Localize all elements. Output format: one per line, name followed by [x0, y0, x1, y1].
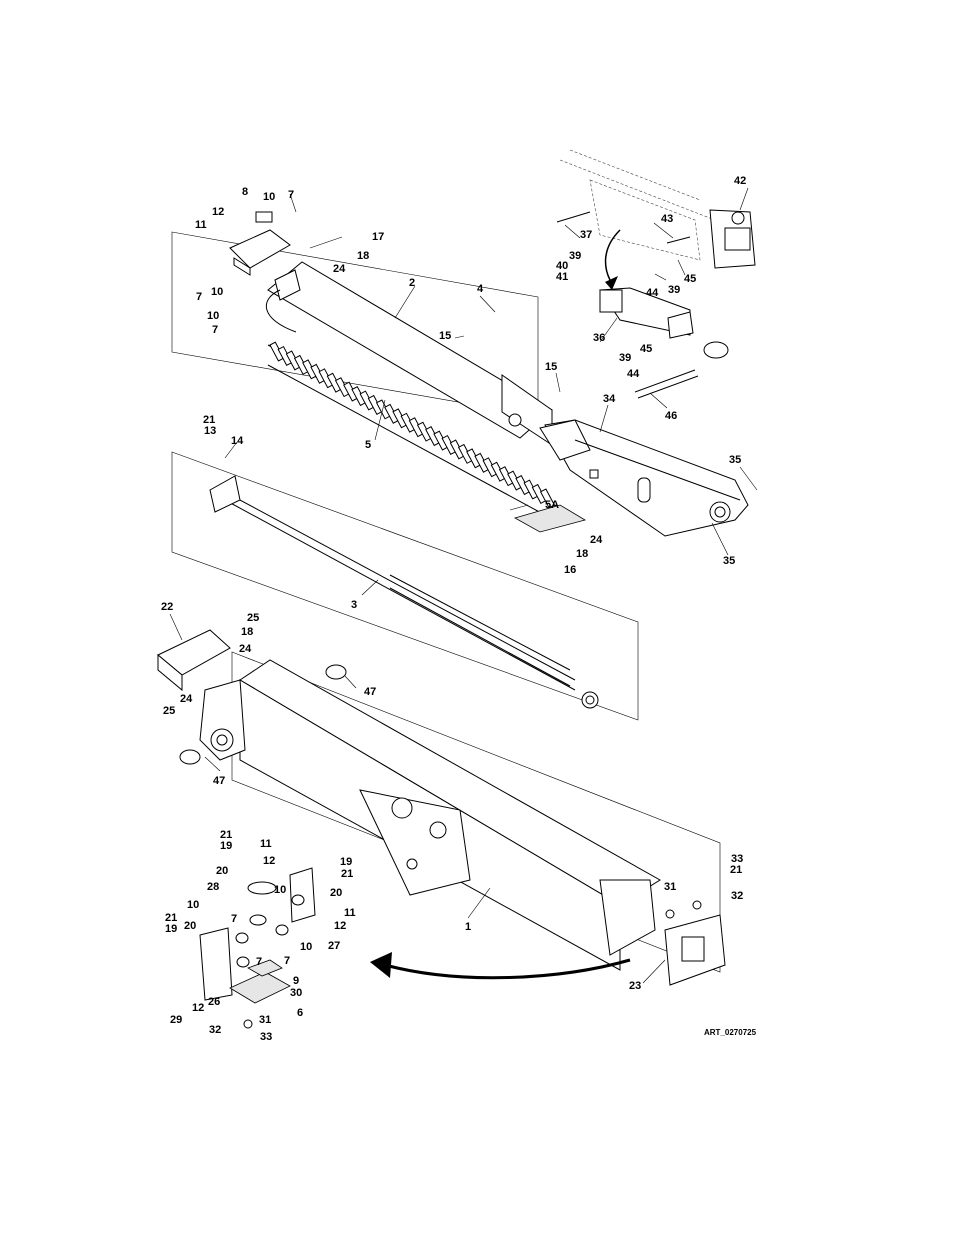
callout-12: 12: [334, 920, 347, 932]
callout-35: 35: [729, 454, 742, 466]
callout-10: 10: [207, 310, 220, 322]
callout-3: 3: [351, 599, 358, 611]
callout-7: 7: [231, 913, 238, 925]
callout-24: 24: [333, 263, 346, 275]
callout-6: 6: [297, 1007, 304, 1019]
callout-10: 10: [300, 941, 313, 953]
callout-7: 7: [256, 956, 263, 968]
callout-21: 21: [341, 868, 354, 880]
callout-18: 18: [241, 626, 254, 638]
callout-10: 10: [263, 191, 276, 203]
callout-47: 47: [364, 686, 377, 698]
callout-29: 29: [170, 1014, 183, 1026]
callout-39: 39: [668, 284, 681, 296]
callout-39: 39: [619, 352, 632, 364]
boom-section-2: [172, 212, 748, 536]
callout-7: 7: [212, 324, 219, 336]
callout-13: 13: [204, 425, 217, 437]
callout-30: 30: [290, 987, 303, 999]
callout-41: 41: [556, 271, 569, 283]
callout-19: 19: [165, 923, 178, 935]
callout-7: 7: [196, 291, 203, 303]
arrow-left-icon: [370, 952, 392, 978]
callout-20: 20: [216, 865, 229, 877]
callout-46: 46: [665, 410, 678, 422]
callout-33: 33: [260, 1031, 273, 1043]
art-number: ART_0270725: [704, 1028, 757, 1037]
callout-19: 19: [220, 840, 233, 852]
callout-5A: 5A: [545, 499, 560, 511]
callout-25: 25: [163, 705, 176, 717]
callout-25: 25: [247, 612, 260, 624]
callout-20: 20: [184, 920, 197, 932]
callout-8: 8: [242, 186, 249, 198]
callout-45: 45: [684, 273, 697, 285]
callout-24: 24: [590, 534, 603, 546]
callout-26: 26: [208, 996, 221, 1008]
callout-43: 43: [661, 213, 674, 225]
callout-10: 10: [274, 884, 287, 896]
callout-24: 24: [239, 643, 252, 655]
callout-44: 44: [627, 368, 640, 380]
callout-33: 33: [731, 853, 744, 865]
callout-31: 31: [664, 881, 677, 893]
callout-34: 34: [603, 393, 616, 405]
callout-7: 7: [284, 955, 291, 967]
callout-47: 47: [213, 775, 226, 787]
callout-39: 39: [569, 250, 582, 262]
callout-20: 20: [330, 887, 343, 899]
callout-45: 45: [640, 343, 653, 355]
callout-28: 28: [207, 881, 220, 893]
callout-4: 4: [477, 283, 484, 295]
callout-32: 32: [731, 890, 744, 902]
callout-40: 40: [556, 260, 569, 272]
callout-36: 36: [593, 332, 606, 344]
callout-23: 23: [629, 980, 642, 992]
callout-42: 42: [734, 175, 747, 187]
callout-5: 5: [365, 439, 372, 451]
callout-35: 35: [723, 555, 736, 567]
callout-7: 7: [288, 189, 295, 201]
callout-22: 22: [161, 601, 174, 613]
callout-21: 21: [220, 829, 233, 841]
callout-15: 15: [545, 361, 558, 373]
callout-12: 12: [263, 855, 276, 867]
callout-12: 12: [192, 1002, 205, 1014]
callout-10: 10: [211, 286, 224, 298]
callout-32: 32: [209, 1024, 222, 1036]
callout-18: 18: [576, 548, 589, 560]
callout-21: 21: [730, 864, 743, 876]
callout-12: 12: [212, 206, 225, 218]
callout-16: 16: [564, 564, 577, 576]
callout-31: 31: [259, 1014, 272, 1026]
callout-15: 15: [439, 330, 452, 342]
callout-17: 17: [372, 231, 385, 243]
callout-18: 18: [357, 250, 370, 262]
callout-1: 1: [465, 921, 472, 933]
callout-11: 11: [344, 907, 356, 919]
callout-11: 11: [260, 838, 272, 850]
callout-44: 44: [646, 287, 659, 299]
callout-19: 19: [340, 856, 353, 868]
callout-27: 27: [328, 940, 341, 952]
callout-24: 24: [180, 693, 193, 705]
callout-14: 14: [231, 435, 244, 447]
callout-9: 9: [293, 975, 300, 987]
arrow-down-icon: [605, 276, 618, 290]
rotator-assembly: [557, 150, 755, 398]
boom-section-1: [158, 630, 725, 985]
callout-2: 2: [409, 277, 416, 289]
callout-21: 21: [203, 414, 216, 426]
callout-11: 11: [195, 219, 207, 231]
callout-37: 37: [580, 229, 593, 241]
callout-21: 21: [165, 912, 178, 924]
callout-10: 10: [187, 899, 200, 911]
